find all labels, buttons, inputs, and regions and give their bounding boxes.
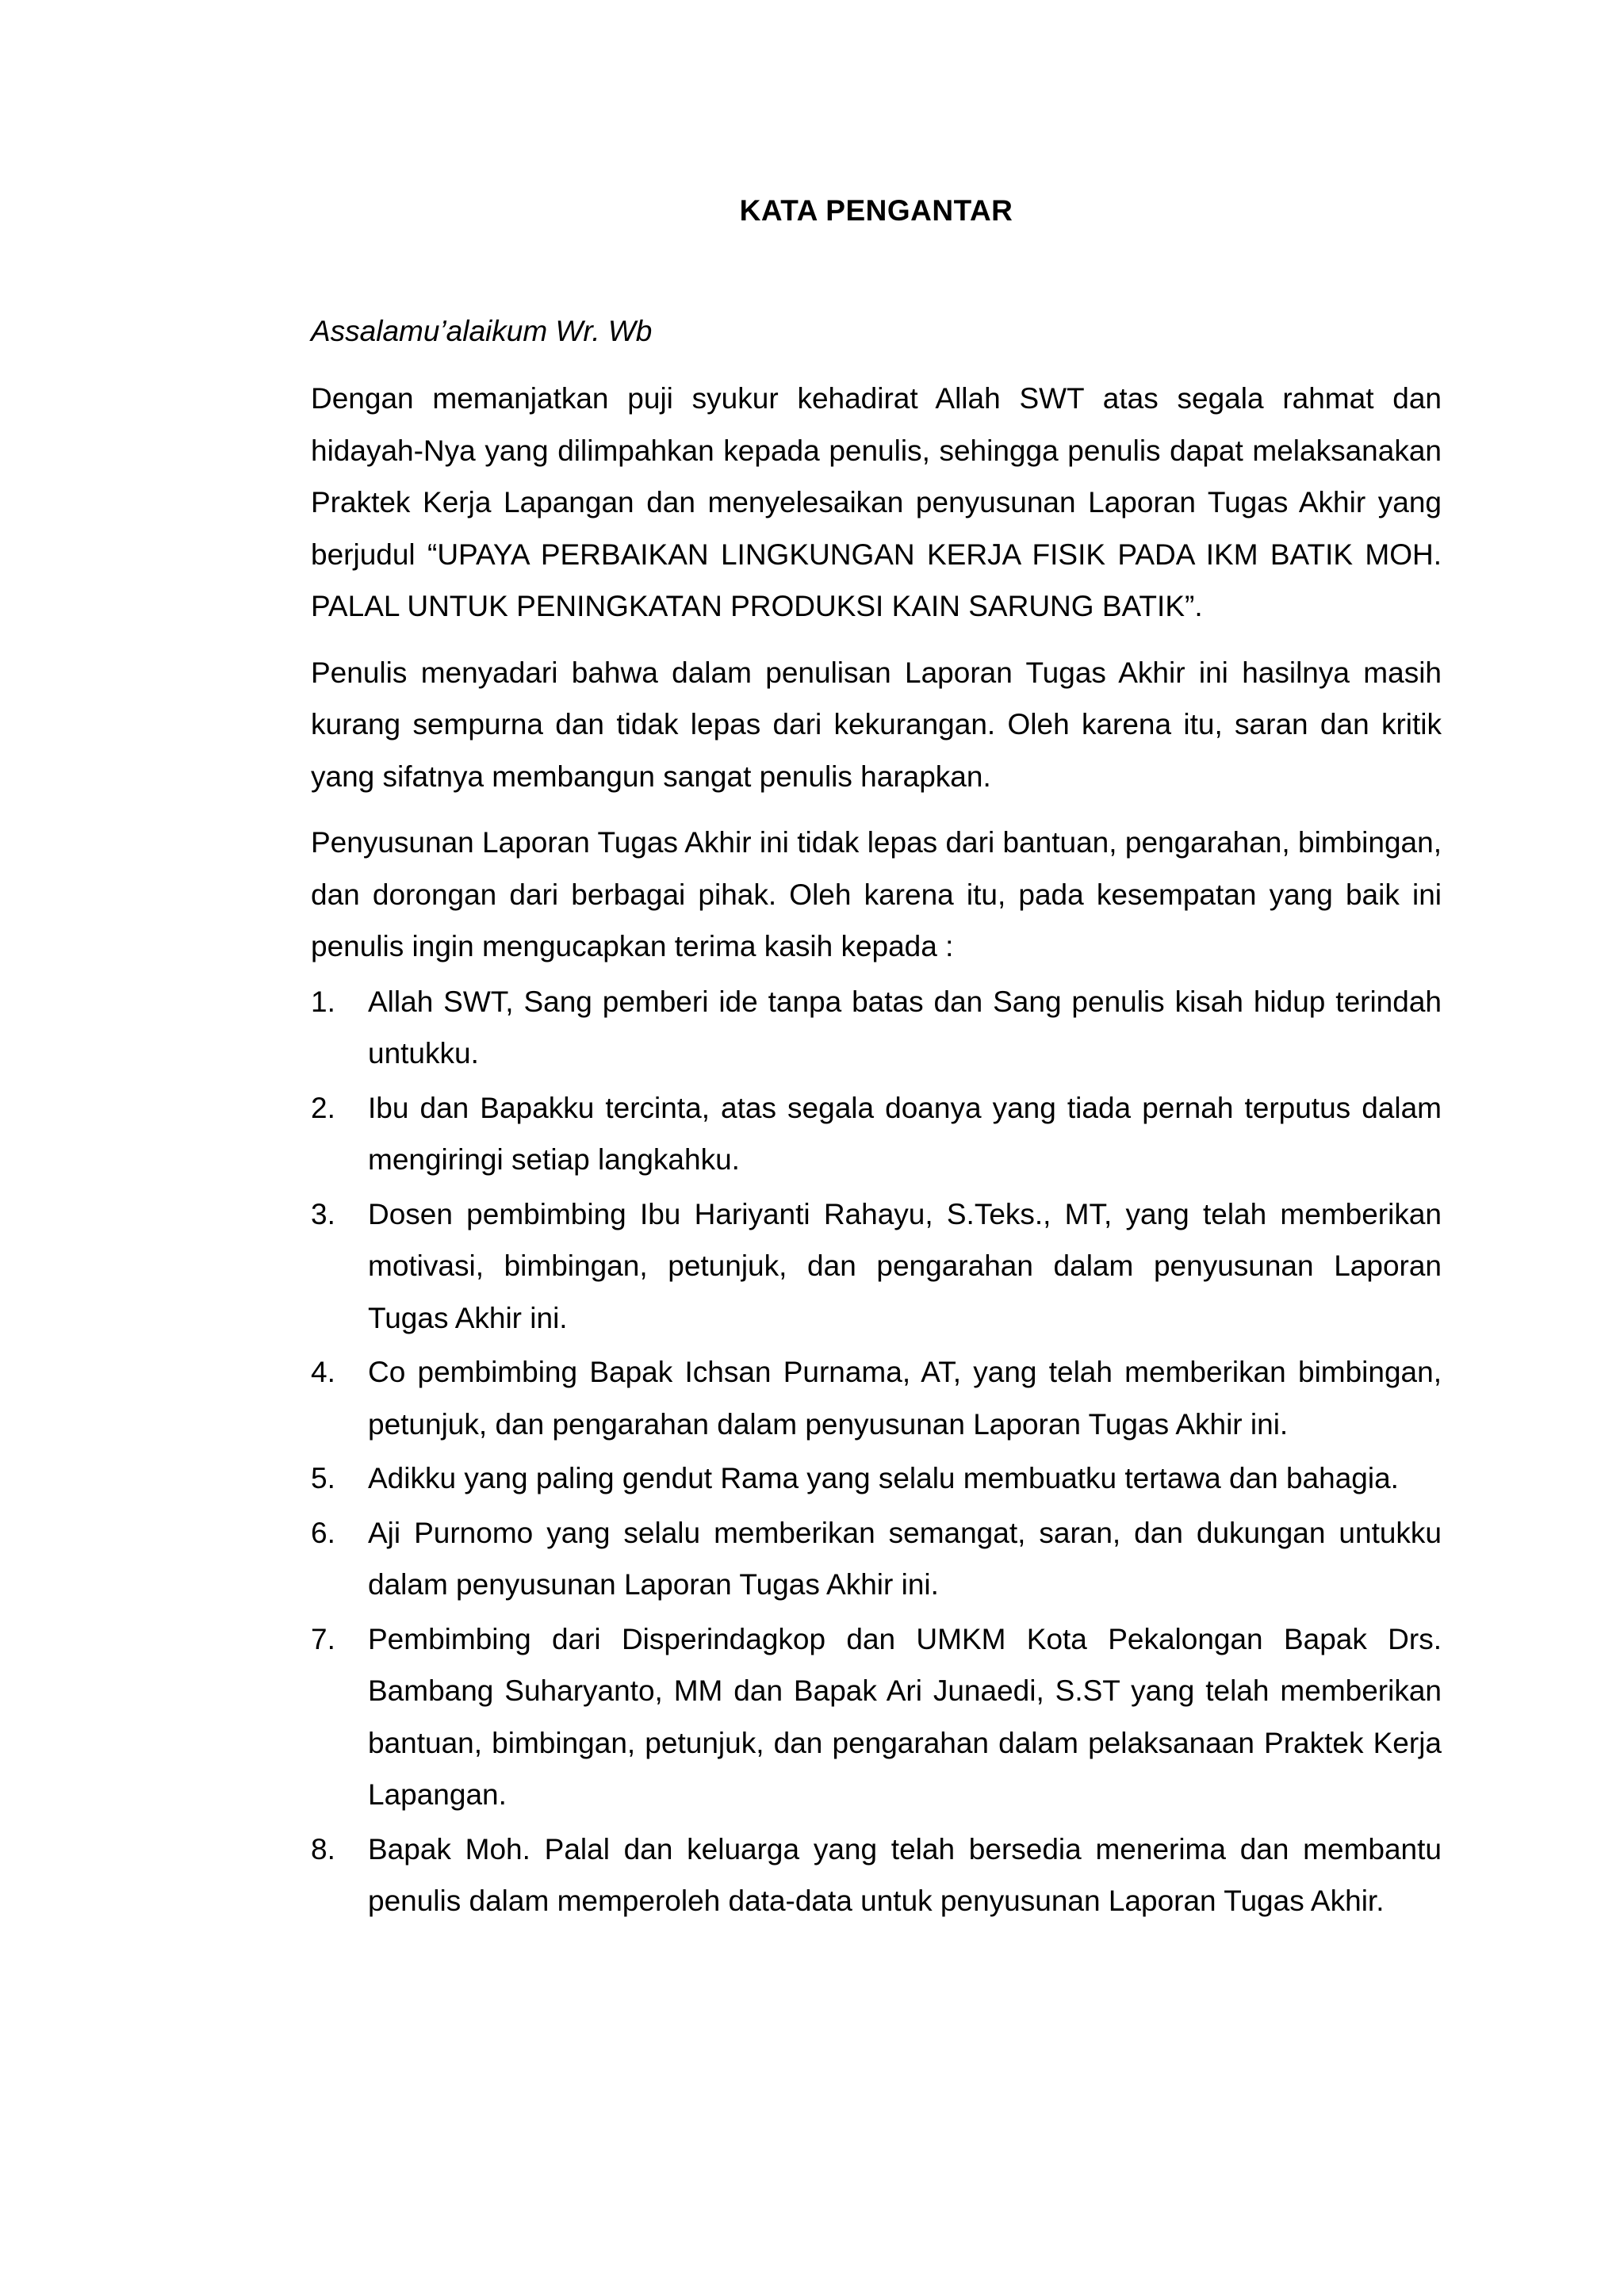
list-item [311,1452,1442,1505]
list-item [311,1507,1442,1611]
list-item [311,1082,1442,1186]
list-item [311,1188,1442,1345]
document-content [311,187,1442,1930]
list-item-text: Dosen pembimbing Ibu Hariyanti Rahayu, S.Teks., MT, yang telah memberikan motivasi, bimbingan, petunjuk, dan pengarahan dalam penyusunan Laporan Tugas Akhir ini. [368,1197,1442,1334]
list-item-number: 4. [311,1356,335,1388]
paragraph-acknowledgement: Penulis menyadari bahwa dalam penulisan Laporan Tugas Akhir ini hasilnya masih kurang sempurna dan tidak lepas dari kekurangan. Oleh karena itu, saran dan kritik yang sifatnya membangun sangat penulis harapkan. [311,656,1442,793]
list-item-text: Adikku yang paling gendut Rama yang selalu membuatku tertawa dan bahagia. [368,1462,1399,1494]
thanks-list [311,976,1442,1927]
list-item-number: 5. [311,1462,335,1494]
list-item [311,1613,1442,1821]
list-item-number: 7. [311,1622,335,1655]
paragraph-intro: Dengan memanjatkan puji syukur kehadirat Allah SWT atas segala rahmat dan hidayah-Nya yang dilimpahkan kepada penulis, sehingga penulis dapat melaksanakan Praktek Kerja Lapangan dan menyelesaikan penyusunan Laporan Tugas Akhir yang berjudul “UPAYA PERBAIKAN LINGKUNGAN KERJA FISIK PADA IKM BATIK MOH. PALAL UNTUK PENINGKATAN PRODUKSI KAIN SARUNG BATIK”. [311,382,1442,622]
list-item-number: 1. [311,985,335,1018]
paragraph-thanks-intro: Penyusunan Laporan Tugas Akhir ini tidak lepas dari bantuan, pengarahan, bimbingan, dan dorongan dari berbagai pihak. Oleh karena itu, pada kesempatan yang baik ini penulis ingin mengucapkan terima kasih kepada : [311,826,1442,962]
list-item [311,1823,1442,1927]
list-item-number: 2. [311,1091,335,1124]
list-item [311,976,1442,1080]
list-item-text: Pembimbing dari Disperindagkop dan UMKM Kota Pekalongan Bapak Drs. Bambang Suharyanto, MM dan Bapak Ari Junaedi, S.ST yang telah memberikan bantuan, bimbingan, petunjuk, dan pengarahan dalam pelaksanaan Praktek Kerja Lapangan. [368,1622,1442,1811]
page-title: KATA PENGANTAR [739,194,1013,227]
list-item-text: Aji Purnomo yang selalu memberikan semangat, saran, dan dukungan untukku dalam penyusunan Laporan Tugas Akhir ini. [368,1516,1442,1601]
greeting: Assalamu’alaikum Wr. Wb [311,315,653,347]
list-item-number: 8. [311,1832,335,1866]
list-item-text: Co pembimbing Bapak Ichsan Purnama, AT, yang telah memberikan bimbingan, petunjuk, dan pengarahan dalam penyusunan Laporan Tugas Akhir ini. [368,1356,1442,1441]
list-item-text: Allah SWT, Sang pemberi ide tanpa batas dan Sang penulis kisah hidup terindah untukku. [368,985,1442,1070]
list-item-text: Ibu dan Bapakku tercinta, atas segala doanya yang tiada pernah terputus dalam mengiringi setiap langkahku. [368,1091,1442,1176]
list-item-number: 3. [311,1197,335,1230]
list-item-number: 6. [311,1516,335,1549]
list-item-text: Bapak Moh. Palal dan keluarga yang telah bersedia menerima dan membantu penulis dalam memperoleh data-data untuk penyusunan Laporan Tugas Akhir. [368,1832,1442,1917]
list-item [311,1346,1442,1450]
